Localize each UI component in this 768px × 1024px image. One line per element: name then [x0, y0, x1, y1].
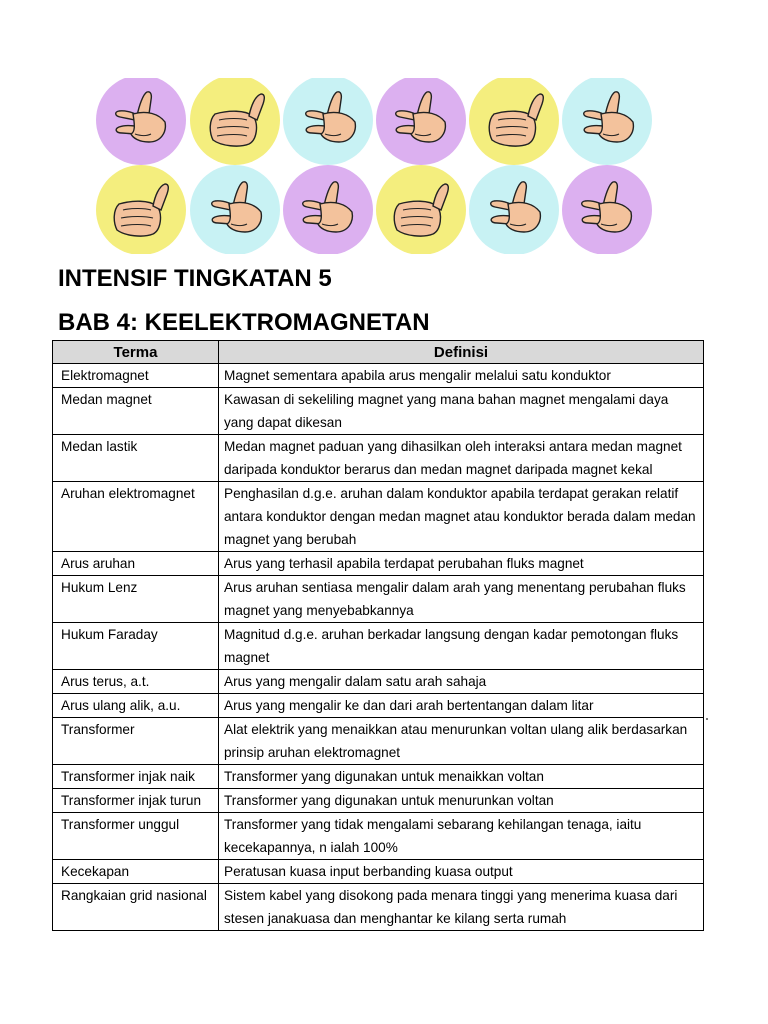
circle-4: [376, 78, 466, 165]
term-cell: Arus ulang alik, a.u.: [53, 694, 219, 718]
table-row: [53, 670, 704, 694]
table-row: [53, 860, 704, 884]
definition-cell: Arus yang mengalir ke dan dari arah bertentangan dalam litar: [219, 694, 704, 718]
circle-7: [96, 165, 186, 254]
term-cell: Transformer injak naik: [53, 765, 219, 789]
table-row: [53, 694, 704, 718]
circle-1: [96, 78, 186, 165]
table-row: [53, 364, 704, 388]
definition-cell: Medan magnet paduan yang dihasilkan oleh interaksi antara medan magnet daripada konduktor berarus dan medan magnet daripada magnet kekal: [219, 435, 704, 482]
table-row: [53, 482, 704, 552]
term-cell: Hukum Lenz: [53, 576, 219, 623]
circle-6: [562, 78, 652, 165]
term-cell: Kecekapan: [53, 860, 219, 884]
table-row: [53, 552, 704, 576]
circle-5: [469, 78, 559, 165]
header-hand-rule-art: [95, 78, 660, 254]
definition-cell: Alat elektrik yang menaikkan atau menurunkan voltan ulang alik berdasarkan prinsip aruhan elektromagnet: [219, 718, 704, 765]
chapter-title: BAB 4: KEELEKTROMAGNETAN: [58, 309, 430, 336]
definition-cell: Transformer yang tidak mengalami sebarang kehilangan tenaga, iaitu kecekapannya, n ialah 100%: [219, 813, 704, 860]
term-cell: Arus terus, a.t.: [53, 670, 219, 694]
term-cell: Transformer injak turun: [53, 789, 219, 813]
term-cell: Elektromagnet: [53, 364, 219, 388]
term-cell: Arus aruhan: [53, 552, 219, 576]
term-cell: Aruhan elektromagnet: [53, 482, 219, 552]
table-header-row: [53, 341, 704, 364]
column-header-definition: Definisi: [219, 341, 704, 364]
definition-cell: Magnet sementara apabila arus mengalir melalui satu konduktor: [219, 364, 704, 388]
table-row: [53, 388, 704, 435]
definition-cell: Magnitud d.g.e. aruhan berkadar langsung dengan kadar pemotongan fluks magnet: [219, 623, 704, 670]
page-title: INTENSIF TINGKATAN 5: [58, 265, 332, 292]
table-row: [53, 718, 704, 765]
circle-12: [562, 165, 652, 254]
definition-cell: Transformer yang digunakan untuk menurunkan voltan: [219, 789, 704, 813]
definition-cell: Arus yang mengalir dalam satu arah sahaja: [219, 670, 704, 694]
circle-9: [283, 165, 373, 254]
circle-8: [190, 165, 280, 254]
stray-dot: [706, 718, 708, 720]
definition-cell: Penghasilan d.g.e. aruhan dalam konduktor apabila terdapat gerakan relatif antara konduktor dengan medan magnet atau konduktor berada dalam medan magnet yang berubah: [219, 482, 704, 552]
definition-cell: Kawasan di sekeliling magnet yang mana bahan magnet mengalami daya yang dapat dikesan: [219, 388, 704, 435]
table-row: [53, 789, 704, 813]
term-cell: Medan lastik: [53, 435, 219, 482]
term-cell: Hukum Faraday: [53, 623, 219, 670]
definition-cell: Peratusan kuasa input berbanding kuasa output: [219, 860, 704, 884]
definition-cell: Transformer yang digunakan untuk menaikkan voltan: [219, 765, 704, 789]
circle-3: [283, 78, 373, 165]
circle-10: [376, 165, 466, 254]
term-cell: Medan magnet: [53, 388, 219, 435]
table-row: [53, 623, 704, 670]
table-row: [53, 576, 704, 623]
column-header-term: Terma: [53, 341, 219, 364]
table-row: [53, 765, 704, 789]
definition-cell: Arus yang terhasil apabila terdapat perubahan fluks magnet: [219, 552, 704, 576]
glossary-table: [52, 340, 704, 931]
circle-11: [469, 165, 559, 254]
circle-2: [190, 78, 280, 165]
table-row: [53, 813, 704, 860]
table-row: [53, 435, 704, 482]
term-cell: Transformer: [53, 718, 219, 765]
definition-cell: Sistem kabel yang disokong pada menara tinggi yang menerima kuasa dari stesen janakuasa dan menghantar ke kilang serta rumah: [219, 884, 704, 931]
table-row: [53, 884, 704, 931]
term-cell: Rangkaian grid nasional: [53, 884, 219, 931]
term-cell: Transformer unggul: [53, 813, 219, 860]
definition-cell: Arus aruhan sentiasa mengalir dalam arah yang menentang perubahan fluks magnet yang menyebabkannya: [219, 576, 704, 623]
